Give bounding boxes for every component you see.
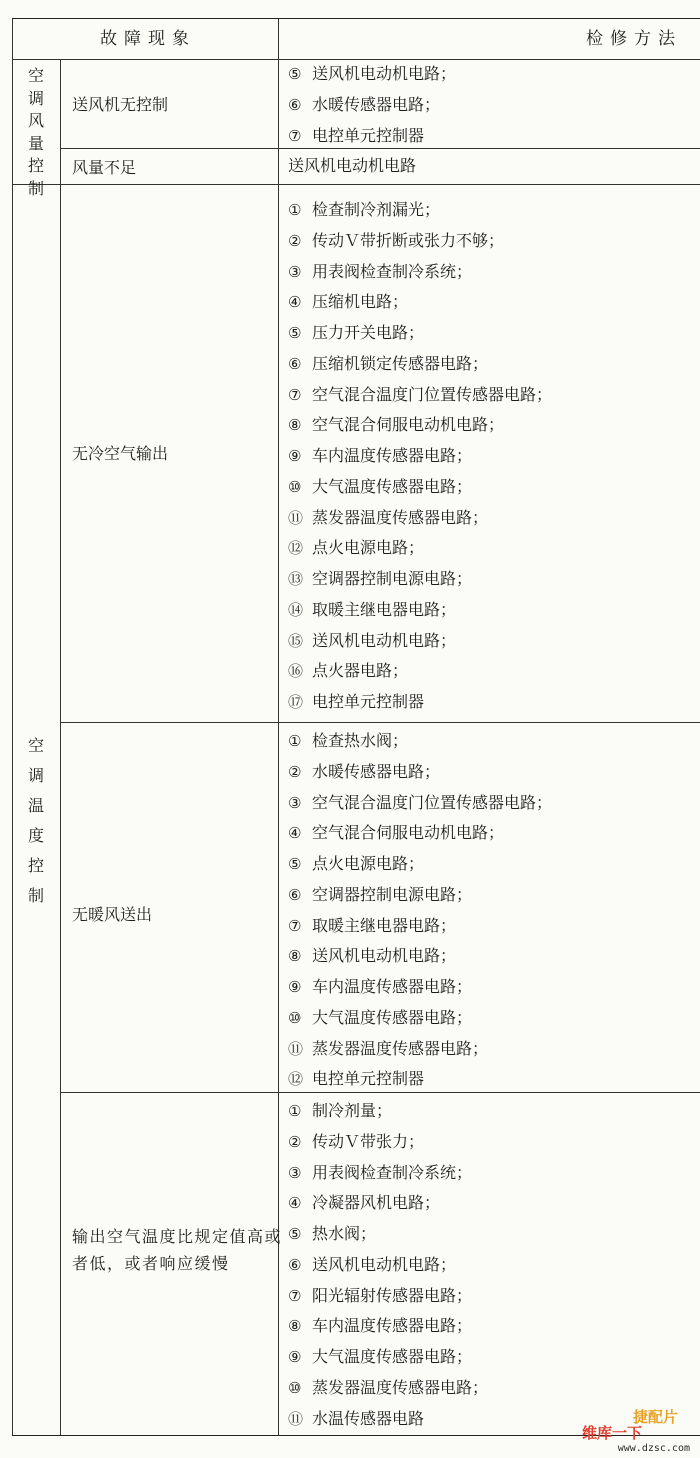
item-number: ⑩ [288,477,302,496]
method-item [288,1404,488,1435]
item-number: ⑧ [288,947,302,966]
watermark-line1: 捷配片 [632,1408,678,1426]
item-number: ⑫ [288,539,304,558]
method-item [288,59,456,90]
item-number: ⑩ [288,1008,302,1027]
group-divider [12,184,700,185]
method-item [288,788,552,819]
method-item [288,1250,488,1281]
method-item [288,687,552,718]
item-text: 电控单元控制器 [312,125,425,145]
item-number: ④ [288,293,302,312]
item-text: 水暖传感器电路； [312,94,441,114]
method-list [288,195,552,718]
item-text: 冷凝器风机电路； [312,1193,441,1213]
item-text: 空气混合温度门位置传感器电路； [312,384,553,404]
item-number: ⑤ [288,65,302,83]
item-text: 点火电源电路； [312,854,425,873]
method-item [288,972,552,1003]
fault-cell: 无冷空气输出 [72,444,169,463]
item-number: ③ [288,793,302,812]
item-text: 热水阀； [312,1224,377,1243]
method-item [288,441,552,472]
item-number: ⑭ [288,600,304,619]
item-number: ⑥ [288,95,302,114]
method-item [288,151,416,182]
method-item [288,380,552,411]
method-item [288,726,552,757]
item-number: ⑦ [288,1286,302,1305]
item-text: 送风机电动机电路； [312,946,457,966]
item-text: 取暖主继电器电路； [312,915,457,935]
watermark-line2: 维库一下 [582,1424,643,1442]
item-text: 车内温度传感器电路； [312,446,473,465]
method-item [288,1158,488,1189]
item-text: 点火电源电路； [312,538,425,558]
fault-table [12,18,700,1436]
item-text: 大气温度传感器电路； [312,1007,473,1027]
method-item [288,195,552,226]
item-text: 压缩机锁定传感器电路； [312,353,489,373]
group-column-divider [60,59,61,1435]
item-text: 空气混合伺服电动机电路； [312,823,505,843]
item-number: ⑨ [288,1348,302,1366]
method-item [288,1096,488,1127]
method-list [288,59,456,151]
method-item [288,757,552,788]
item-text: 用表阀检查制冷系统； [312,1162,473,1182]
method-item [288,564,552,595]
header-method: 检修方法 [586,29,682,49]
method-item [288,818,552,849]
item-number: ⑤ [288,324,302,342]
item-text: 压缩机电路； [312,292,409,312]
item-text: 传动Ｖ带张力； [312,1131,425,1151]
item-text: 送风机电动机电路； [312,1254,457,1274]
method-item [288,121,456,152]
method-item [288,410,552,441]
method-item [288,656,552,687]
method-list [288,151,416,182]
method-item [288,1342,488,1373]
item-number: ⑫ [288,1070,304,1089]
method-item [288,1219,488,1250]
item-number: ② [288,1132,302,1151]
method-item [288,595,552,626]
item-text: 空调器控制电源电路； [312,884,473,904]
item-text: 蒸发器温度传感器电路； [312,1038,489,1058]
method-list [288,726,552,1095]
method-item [288,1003,552,1034]
item-text: 蒸发器温度传感器电路； [312,507,489,527]
method-item [288,287,552,318]
item-number: ① [288,732,302,750]
item-number: ⑤ [288,1225,302,1243]
method-item [288,1311,488,1342]
method-item [288,880,552,911]
item-number: ⑰ [288,693,304,711]
item-number: ⑨ [288,447,302,465]
item-text: 空气混合温度门位置传感器电路； [312,792,553,812]
item-number: ⑪ [288,1409,304,1428]
header-fault: 故障现象 [100,29,196,49]
item-number: ④ [288,1194,302,1213]
item-number: ⑥ [288,1255,302,1274]
fault-cell: 送风机无控制 [72,95,169,114]
method-item [288,626,552,657]
item-text: 传动Ｖ带折断或张力不够； [312,230,505,250]
item-number: ② [288,762,302,781]
item-number: ⑦ [288,916,302,935]
item-text: 蒸发器温度传感器电路； [312,1377,489,1397]
item-text: 阳光辐射传感器电路； [312,1285,473,1305]
method-item [288,1281,488,1312]
item-number: ① [288,1102,302,1120]
item-text: 送风机电动机电路； [312,64,457,83]
method-item [288,90,456,121]
method-item [288,533,552,564]
method-item [288,1373,488,1404]
item-number: ⑦ [288,126,302,145]
item-number: ⑤ [288,855,302,873]
method-item [288,1034,552,1065]
method-item [288,1188,488,1219]
method-item [288,849,552,880]
watermark-url: www.dzsc.com [617,1443,690,1454]
item-number: ① [288,201,302,219]
item-number: ⑪ [288,508,304,527]
item-text: 检查制冷剂漏光； [312,200,441,219]
item-number: ⑦ [288,385,302,404]
site-watermark [578,1404,696,1454]
item-text: 检查热水阀； [312,731,409,750]
item-text: 压力开关电路； [312,323,425,342]
item-number: ③ [288,1163,302,1182]
row-divider [60,722,700,723]
item-number: ③ [288,262,302,281]
item-text: 制冷剂量； [312,1101,393,1120]
item-number: ⑧ [288,1317,302,1336]
method-item [288,226,552,257]
method-item [288,472,552,503]
item-text: 送风机电动机电路； [312,630,457,650]
method-item [288,503,552,534]
fault-cell: 风量不足 [72,158,137,177]
item-number: ② [288,231,302,250]
item-text: 车内温度传感器电路； [312,977,473,996]
method-item [288,318,552,349]
item-text: 电控单元控制器 [312,1069,425,1089]
group-label-airflow: 空调风量控制 [27,66,44,198]
item-text: 大气温度传感器电路； [312,476,473,496]
item-text: 大气温度传感器电路； [312,1347,473,1366]
item-number: ⑧ [288,416,302,435]
method-item [288,941,552,972]
item-number: ⑥ [288,885,302,904]
item-text: 电控单元控制器 [312,692,425,711]
item-number: ⑨ [288,978,302,996]
fault-cell: 输出空气温度比规定值高或者低，或者响应缓慢 [72,1227,283,1273]
item-number: ⑯ [288,662,304,681]
method-item [288,911,552,942]
item-text: 水暖传感器电路； [312,761,441,781]
item-number: ⑮ [288,631,304,650]
group-label-temperature: 空调温度控制 [27,736,44,905]
item-text: 送风机电动机电路 [288,156,417,175]
method-item [288,257,552,288]
item-number: ⑥ [288,354,302,373]
item-number: ④ [288,824,302,843]
item-number: ⑩ [288,1378,302,1397]
method-item [288,1127,488,1158]
item-text: 空调器控制电源电路； [312,569,473,588]
table-left-border [12,19,13,1435]
item-text: 用表阀检查制冷系统； [312,261,473,281]
item-text: 车内温度传感器电路； [312,1316,473,1336]
item-number: ⑪ [288,1039,304,1058]
method-list [288,1096,488,1434]
method-item [288,349,552,380]
item-text: 水温传感器电路 [312,1408,425,1428]
method-item [288,1064,552,1095]
item-number: ⑬ [288,570,304,588]
item-text: 点火器电路； [312,661,409,681]
item-text: 空气混合伺服电动机电路； [312,415,505,435]
item-text: 取暖主继电器电路； [312,599,457,619]
fault-cell: 无暖风送出 [72,905,153,924]
